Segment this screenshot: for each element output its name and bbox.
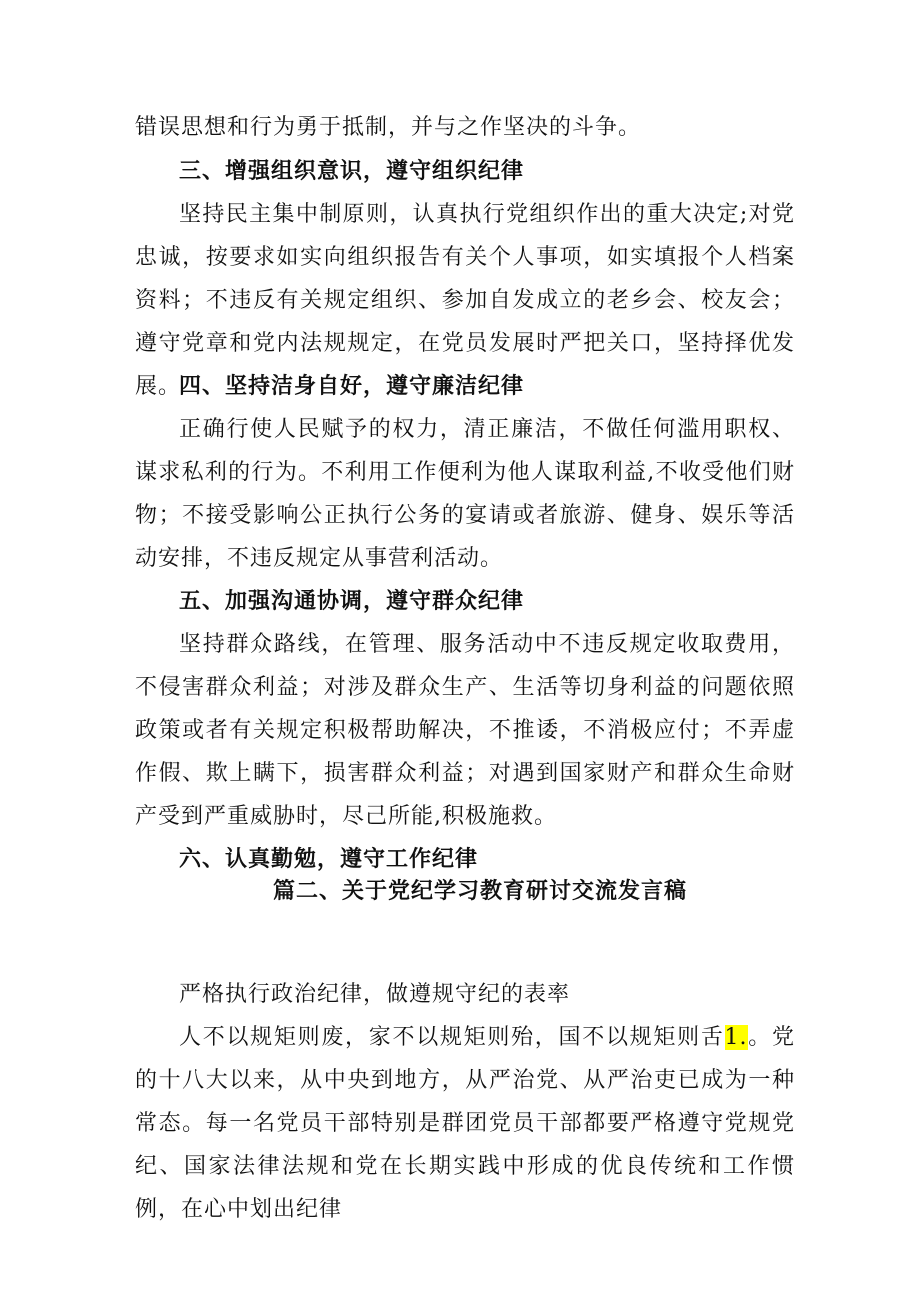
highlighted-text: 1.	[724, 1025, 748, 1050]
article-paragraph-part-b: 。党的十八大以来，从中央到地方，从严治党、从严治吏已成为一种常态。每一名党员干部特别是群团党员干部都要严格遵守党规党纪、国家法律法规和党在长期实践中形成的优良传统和工作惯例，在心中划出纪律	[135, 1025, 795, 1222]
intro-paragraph: 错误思想和行为勇于抵制，并与之作坚决的斗争。	[135, 115, 642, 140]
article-subheading: 严格执行政治纪律，做遵规守纪的表率	[179, 982, 571, 1007]
section-heading-4: 四、坚持洁身自好，遵守廉洁纪律	[179, 373, 525, 399]
section-heading-5: 五、加强沟通协调，遵守群众纪律	[179, 588, 525, 614]
section-heading-3: 三、增强组织意识，遵守组织纪律	[179, 158, 525, 184]
section-paragraph-5: 坚持群众路线，在管理、服务活动中不违反规定收取费用，不侵害群众利益；对涉及群众生产、生活等切身利益的问题依照政策或者有关规定积极帮助解决，不推诿，不消极应付；不弄虚作假、欺上瞒下，损害群众利益；对遇到国家财产和群众生命财产受到严重威胁时，尽己所能,积极施救。	[135, 632, 795, 829]
article-title: 篇二、关于党纪学习教育研讨交流发言稿	[272, 878, 687, 904]
section-paragraph-4: 正确行使人民赋予的权力，清正廉洁，不做任何滥用职权、谋求私利的行为。不利用工作便利为他人谋取利益,不收受他们财物；不接受影响公正执行公务的宴请或者旅游、健身、娱乐等活动安排，不违反规定从事营利活动。	[135, 417, 795, 571]
article-paragraph	[135, 1016, 795, 1231]
section-paragraph-3: 坚持民主集中制原则，认真执行党组织作出的重大决定;对党忠诚，按要求如实向组织报告有关个人事项，如实填报个人档案资料；不违反有关规定组织、参加自发成立的老乡会、校友会；遵守党章和党内法规规定，在党员发展时严把关口，坚持择优发展。	[135, 202, 795, 399]
section-heading-6: 六、认真勤勉，遵守工作纪律	[179, 846, 479, 872]
article-paragraph-part-a: 人不以规矩则废，家不以规矩则殆，国不以规矩则舌	[179, 1025, 725, 1050]
